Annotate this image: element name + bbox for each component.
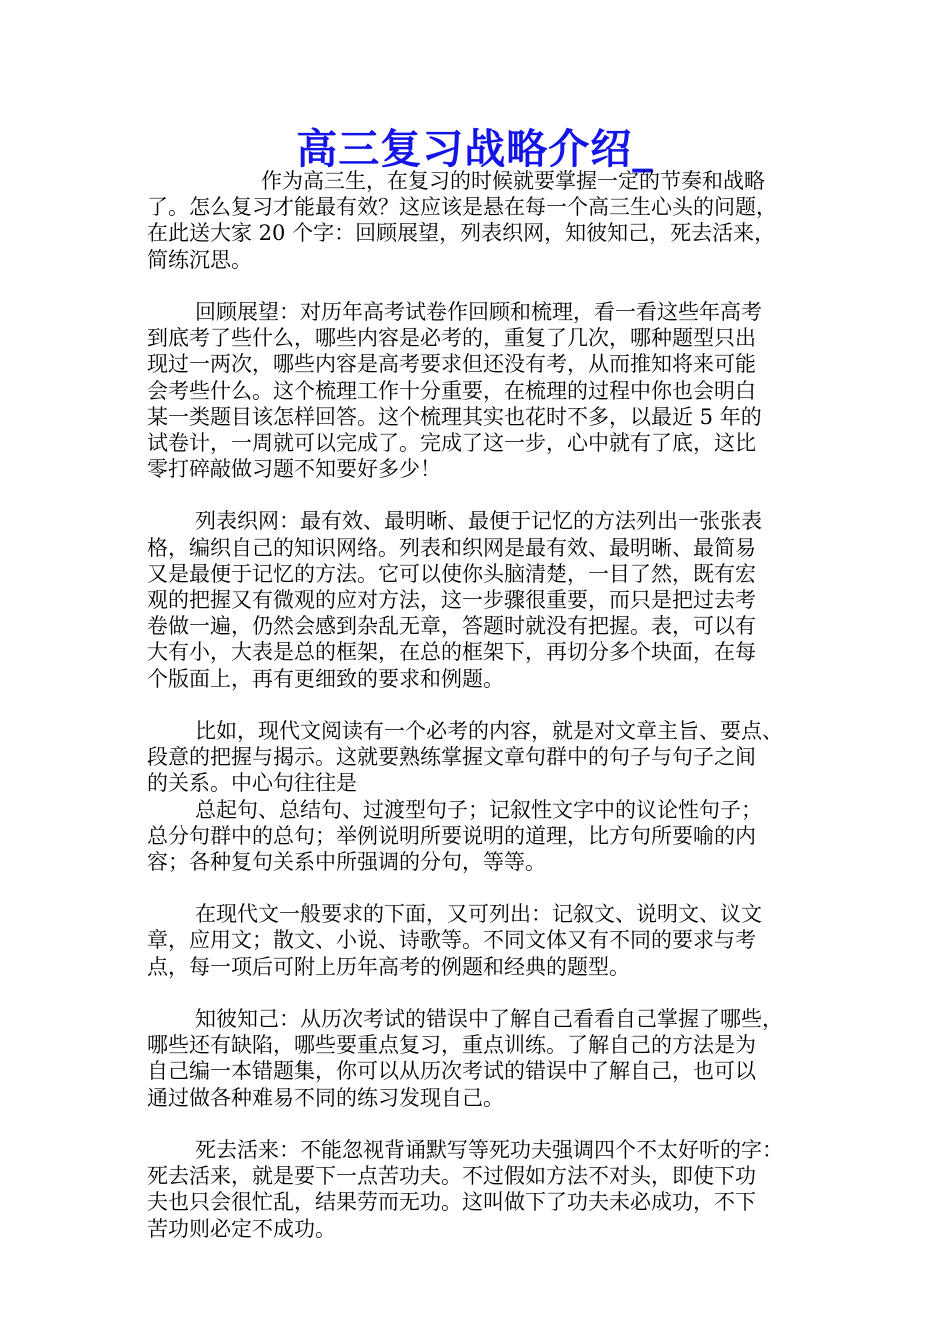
document-body <box>147 168 807 1242</box>
text-line: 点，每一项后可附上历年高考的例题和经典的题型。 <box>147 954 630 979</box>
text-line: 零打碎敲做习题不知要好多少！ <box>147 457 441 482</box>
text-line: 了。怎么复习才能最有效？这应该是悬在每一个高三生心头的问题， <box>147 195 777 220</box>
text-line: 到底考了些什么，哪些内容是必考的，重复了几次，哪种题型只出 <box>147 326 756 351</box>
text-line: 作为高三生，在复习的时候就要掌握一定的节奏和战略 <box>261 169 765 193</box>
text-line: 简练沉思。 <box>147 247 252 272</box>
text-line: 知彼知己：从历次考试的错误中了解自己看看自己掌握了哪些， <box>195 1007 783 1031</box>
text-line: 通过做各种难易不同的练习发现自己。 <box>147 1085 504 1110</box>
text-line: 在此送大家 20 个字：回顾展望，列表织网，知彼知己，死去活来， <box>147 221 776 246</box>
document-title: 高三复习战略介绍_ <box>296 125 654 173</box>
text-line: 哪些还有缺陷，哪些要重点复习，重点训练。了解自己的方法是为 <box>147 1033 756 1058</box>
text-line: 苦功则必定不成功。 <box>147 1216 336 1241</box>
text-line: 又是最便于记忆的方法。它可以使你头脑清楚，一目了然，既有宏 <box>147 561 756 586</box>
text-line: 在现代文一般要求的下面，又可列出：记叙文、说明文、议文 <box>195 902 762 927</box>
text-line: 死去活来：不能忽视背诵默写等死功夫强调四个不太好听的字： <box>195 1137 783 1162</box>
text-line: 总分句群中的总句；举例说明所要说明的道理，比方句所要喻的内 <box>147 823 756 848</box>
text-line: 某一类题目该怎样回答。这个梳理其实也花时不多，以最近 5 年的 <box>147 404 762 429</box>
text-line: 列表织网：最有效、最明晰、最便于记忆的方法列出一张张表 <box>195 509 762 534</box>
paragraph-gap <box>147 875 807 901</box>
paragraph-gap <box>147 482 807 508</box>
text-line: 会考些什么。这个梳理工作十分重要，在梳理的过程中你也会明白 <box>147 378 756 403</box>
text-line: 大有小，大表是总的框架，在总的框架下，再切分多个块面，在每 <box>147 640 756 665</box>
paragraph-gap <box>147 980 807 1006</box>
text-line: 自己编一本错题集，你可以从历次考试的错误中了解自己，也可以 <box>147 1059 756 1084</box>
paragraph-gap <box>147 1111 807 1137</box>
text-line: 总起句、总结句、过渡型句子；记叙性文字中的议论性句子； <box>195 797 762 822</box>
text-line: 比如，现代文阅读有一个必考的内容，就是对文章主旨、要点、 <box>195 718 783 743</box>
text-line: 卷做一遍，仍然会感到杂乱无章，答题时就没有把握。表，可以有 <box>147 614 756 639</box>
text-line: 章，应用文；散文、小说、诗歌等。不同文体又有不同的要求与考 <box>147 928 756 953</box>
text-line: 夫也只会很忙乱，结果劳而无功。这叫做下了功夫未必成功，不下 <box>147 1190 756 1215</box>
text-line: 的关系。中心句往往是 <box>147 771 357 796</box>
paragraph-gap <box>147 692 807 718</box>
text-line: 死去活来，就是要下一点苦功夫。不过假如方法不对头，即使下功 <box>147 1164 756 1189</box>
text-line: 容；各种复句关系中所强调的分句，等等。 <box>147 849 546 874</box>
text-line: 段意的把握与揭示。这就要熟练掌握文章句群中的句子与句子之间 <box>147 745 756 770</box>
text-line: 观的把握又有微观的应对方法，这一步骤很重要，而只是把过去考 <box>147 588 756 612</box>
text-line: 试卷计，一周就可以完成了。完成了这一步，心中就有了底，这比 <box>147 430 756 455</box>
text-line: 回顾展望：对历年高考试卷作回顾和梳理，看一看这些年高考 <box>195 299 762 324</box>
paragraph-gap <box>147 273 807 299</box>
text-line: 个版面上，再有更细致的要求和例题。 <box>147 666 504 691</box>
text-line: 现过一两次，哪些内容是高考要求但还没有考，从而推知将来可能 <box>147 352 756 377</box>
text-line: 格，编织自己的知识网络。列表和织网是最有效、最明晰、最简易 <box>147 535 756 560</box>
